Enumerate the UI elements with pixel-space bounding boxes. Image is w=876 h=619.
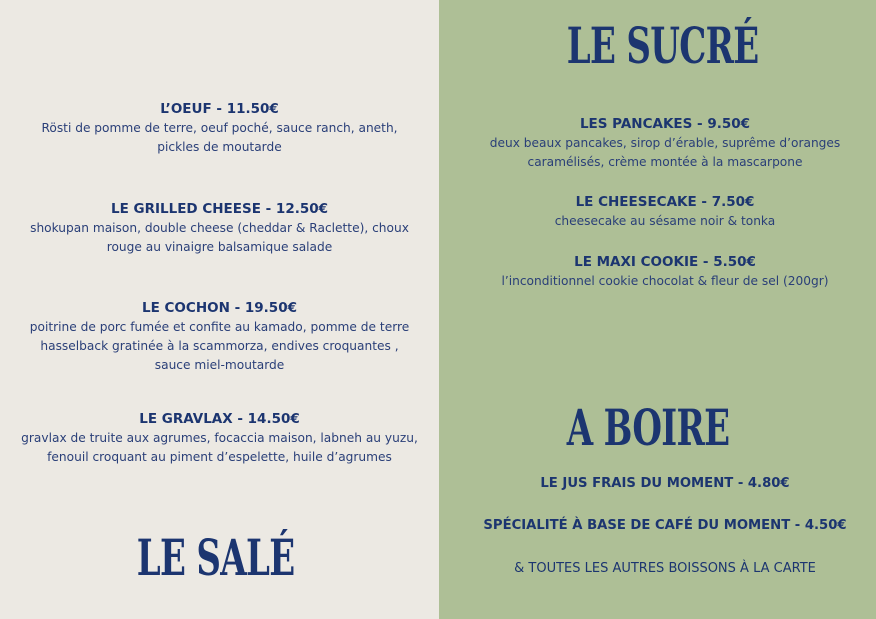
item-desc-line: deux beaux pancakes, sirop d’érable, suprême d’oranges [489, 136, 841, 150]
item-name: LE GRAVLAX - 14.50€ [139, 411, 300, 427]
item-desc-line: sauce miel-moutarde [154, 358, 285, 372]
boire-title: A BOIRE [566, 398, 730, 457]
menu-item-oeuf [0, 100, 439, 156]
sale-title: LE SALÉ [136, 528, 295, 587]
item-desc-line: gravlax de truite aux agrumes, focaccia maison, labneh au yuzu, [21, 431, 418, 445]
menu-item-gravlax [0, 410, 439, 466]
menu-item-grilled-cheese [0, 200, 439, 256]
drink-item-jus: LE JUS FRAIS DU MOMENT - 4.80€ [540, 476, 790, 491]
item-desc-line: fenouil croquant au piment d’espelette, huile d’agrumes [47, 450, 392, 464]
item-desc-line: shokupan maison, double cheese (cheddar & Raclette), choux [30, 221, 409, 235]
item-desc-line: l’inconditionnel cookie chocolat & fleur de sel (200gr) [501, 274, 829, 288]
item-name: LE COCHON - 19.50€ [142, 300, 297, 316]
menu-item-cochon [0, 299, 439, 374]
item-desc-line: poitrine de porc fumée et confite au kamado, pomme de terre [29, 320, 410, 334]
item-name: LE GRILLED CHEESE - 12.50€ [110, 201, 329, 217]
item-name: L’OEUF - 11.50€ [160, 101, 279, 117]
item-name: LE MAXI COOKIE - 5.50€ [574, 254, 756, 270]
menu-item-cheesecake [439, 193, 876, 230]
menu-item-pancakes [439, 115, 876, 171]
drinks-footer: & TOUTES LES AUTRES BOISSONS À LA CARTE [514, 561, 816, 576]
item-desc-line: rouge au vinaigre balsamique salade [106, 240, 333, 254]
item-desc-line: Rösti de pomme de terre, oeuf poché, sauce ranch, aneth, [41, 121, 398, 135]
item-desc-line: cheesecake au sésame noir & tonka [554, 214, 776, 228]
item-desc-line: pickles de moutarde [157, 140, 282, 154]
drink-item-cafe: SPÉCIALITÉ À BASE DE CAFÉ DU MOMENT - 4.50€ [483, 518, 847, 533]
item-desc-line: hasselback gratinée à la scammorza, endives croquantes , [40, 339, 399, 353]
item-name: LE CHEESECAKE - 7.50€ [575, 194, 755, 210]
item-desc-line: caramélisés, crème montée à la mascarpone [527, 155, 803, 169]
menu-item-maxi-cookie [439, 253, 876, 290]
item-name: LES PANCAKES - 9.50€ [579, 116, 751, 132]
sucre-title: LE SUCRÉ [566, 16, 759, 75]
